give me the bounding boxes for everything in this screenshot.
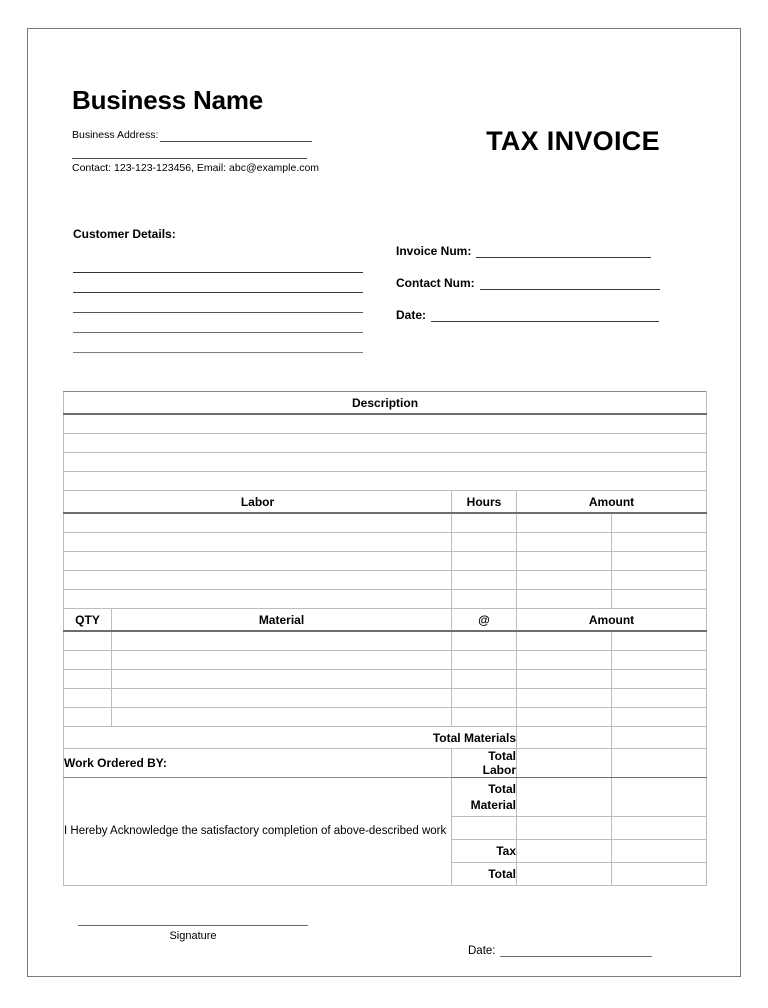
material-row[interactable] — [64, 631, 707, 651]
invoice-number-row — [396, 244, 716, 258]
total-material-label: Total Material — [452, 778, 517, 817]
total-material-value-cell-2[interactable] — [612, 778, 707, 817]
material-row[interactable] — [64, 670, 707, 689]
description-row[interactable] — [64, 453, 707, 472]
labor-header-row — [64, 491, 707, 514]
work-acknowledgement-text: I Hereby Acknowledge the satisfactory completion of above-described work — [64, 778, 452, 886]
total-materials-value-cell[interactable] — [517, 727, 612, 749]
total-label: Total — [452, 863, 517, 886]
material-name-cell[interactable] — [112, 689, 452, 708]
total-labor-value-cell[interactable] — [517, 749, 612, 778]
totals-blank-label — [452, 817, 517, 840]
business-address-input-line-2[interactable] — [72, 147, 307, 159]
invoice-date-label: Date: — [396, 308, 427, 322]
labor-hours-cell[interactable] — [452, 513, 517, 533]
work-ordered-header-row — [64, 749, 707, 778]
business-address-label: Business Address: — [72, 128, 159, 141]
customer-details-title: Customer Details: — [73, 227, 176, 241]
labor-amount-cell-2[interactable] — [612, 590, 707, 609]
signature-label: Signature — [169, 930, 217, 942]
labor-name-cell[interactable] — [64, 571, 452, 590]
total-labor-label: Total Labor — [452, 749, 517, 778]
page-title: TAX INVOICE — [486, 126, 660, 156]
material-amount-cell-2[interactable] — [612, 689, 707, 708]
total-value-cell-2[interactable] — [612, 863, 707, 886]
business-name: Business Name — [72, 85, 264, 115]
totals-blank-value-cell[interactable] — [517, 817, 612, 840]
labor-amount-cell-2[interactable] — [612, 552, 707, 571]
labor-amount-cell[interactable] — [517, 571, 612, 590]
labor-amount-header: Amount — [517, 491, 707, 514]
invoice-meta-block — [396, 244, 716, 340]
labor-hours-cell[interactable] — [452, 590, 517, 609]
labor-row[interactable] — [64, 552, 707, 571]
invoice-date-input-line[interactable] — [431, 308, 659, 322]
signature-block — [78, 924, 308, 942]
labor-header: Labor — [64, 491, 452, 514]
description-header: Description — [64, 392, 707, 415]
material-header: Material — [112, 609, 452, 632]
material-qty-cell[interactable] — [64, 670, 112, 689]
material-qty-cell[interactable] — [64, 631, 112, 651]
labor-hours-cell[interactable] — [452, 571, 517, 590]
material-rate-cell[interactable] — [452, 670, 517, 689]
material-rate-cell[interactable] — [452, 651, 517, 670]
customer-details-block — [73, 227, 363, 353]
labor-amount-cell[interactable] — [517, 590, 612, 609]
material-rate-cell[interactable] — [452, 708, 517, 727]
labor-name-cell[interactable] — [64, 590, 452, 609]
customer-detail-line-2[interactable] — [73, 273, 363, 293]
description-row[interactable] — [64, 434, 707, 453]
material-qty-cell[interactable] — [64, 708, 112, 727]
labor-name-cell[interactable] — [64, 513, 452, 533]
invoice-date-row — [396, 308, 716, 322]
labor-amount-cell-2[interactable] — [612, 571, 707, 590]
business-address-input-line-1[interactable] — [160, 130, 312, 142]
labor-hours-cell[interactable] — [452, 552, 517, 571]
totals-blank-value-cell-2[interactable] — [612, 817, 707, 840]
labor-amount-cell[interactable] — [517, 533, 612, 552]
total-material-value-cell[interactable] — [517, 778, 612, 817]
material-amount-cell-2[interactable] — [612, 670, 707, 689]
labor-hours-header: Hours — [452, 491, 517, 514]
invoice-page — [27, 28, 741, 977]
material-header-row — [64, 609, 707, 632]
total-materials-label: Total Materials — [64, 727, 517, 749]
material-qty-cell[interactable] — [64, 689, 112, 708]
document-header — [28, 29, 740, 214]
material-qty-header: QTY — [64, 609, 112, 632]
description-cell[interactable] — [64, 453, 707, 472]
contact-number-label: Contact Num: — [396, 276, 475, 290]
tax-value-cell[interactable] — [517, 840, 612, 863]
total-materials-value-cell-2[interactable] — [612, 727, 707, 749]
labor-row[interactable] — [64, 513, 707, 533]
contact-number-row — [396, 276, 716, 290]
business-contact-line: Contact: 123-123-123456, Email: abc@example.com — [72, 161, 320, 174]
material-amount-cell[interactable] — [517, 708, 612, 727]
material-amount-cell-2[interactable] — [612, 651, 707, 670]
material-row[interactable] — [64, 689, 707, 708]
material-amount-cell[interactable] — [517, 651, 612, 670]
material-amount-cell[interactable] — [517, 670, 612, 689]
footer-date-label: Date: — [468, 945, 496, 957]
business-address-row-2 — [72, 147, 372, 159]
material-amount-cell-2[interactable] — [612, 631, 707, 651]
document-footer — [28, 884, 740, 978]
invoice-number-label: Invoice Num: — [396, 244, 472, 258]
work-ordered-header: Work Ordered BY: — [64, 749, 452, 778]
invoice-line-items-table — [63, 391, 707, 886]
labor-row[interactable] — [64, 533, 707, 552]
material-rate-cell[interactable] — [452, 689, 517, 708]
material-row[interactable] — [64, 708, 707, 727]
footer-date-block — [468, 944, 652, 957]
contact-number-input-line[interactable] — [480, 276, 660, 290]
description-row[interactable] — [64, 414, 707, 434]
signature-input-line[interactable] — [78, 924, 308, 926]
description-cell[interactable] — [64, 472, 707, 491]
material-name-cell[interactable] — [112, 651, 452, 670]
material-amount-header: Amount — [517, 609, 707, 632]
material-amount-cell[interactable] — [517, 689, 612, 708]
labor-amount-cell-2[interactable] — [612, 513, 707, 533]
material-row[interactable] — [64, 651, 707, 670]
labor-amount-cell-2[interactable] — [612, 533, 707, 552]
tax-label: Tax — [452, 840, 517, 863]
customer-detail-line-1[interactable] — [73, 253, 363, 273]
labor-amount-cell[interactable] — [517, 552, 612, 571]
material-rate-header: @ — [452, 609, 517, 632]
material-amount-cell-2[interactable] — [612, 708, 707, 727]
total-value-cell[interactable] — [517, 863, 612, 886]
tax-value-cell-2[interactable] — [612, 840, 707, 863]
footer-date-input-line[interactable] — [500, 944, 652, 957]
material-name-cell[interactable] — [112, 670, 452, 689]
labor-name-cell[interactable] — [64, 533, 452, 552]
description-header-row — [64, 392, 707, 415]
labor-row[interactable] — [64, 571, 707, 590]
material-amount-cell[interactable] — [517, 631, 612, 651]
labor-hours-cell[interactable] — [452, 533, 517, 552]
description-cell[interactable] — [64, 434, 707, 453]
invoice-number-input-line[interactable] — [476, 244, 651, 258]
material-name-cell[interactable] — [112, 708, 452, 727]
business-address-row-1 — [72, 129, 372, 142]
material-qty-cell[interactable] — [64, 651, 112, 670]
labor-name-cell[interactable] — [64, 552, 452, 571]
labor-row[interactable] — [64, 590, 707, 609]
customer-detail-line-3[interactable] — [73, 293, 363, 313]
business-info-block — [72, 86, 372, 174]
description-row[interactable] — [64, 472, 707, 491]
material-name-cell[interactable] — [112, 631, 452, 651]
customer-detail-line-4[interactable] — [73, 313, 363, 333]
labor-amount-cell[interactable] — [517, 513, 612, 533]
description-cell[interactable] — [64, 414, 707, 434]
total-materials-row — [64, 727, 707, 749]
material-rate-cell[interactable] — [452, 631, 517, 651]
total-material-row — [64, 778, 707, 817]
total-labor-value-cell-2[interactable] — [612, 749, 707, 778]
customer-detail-line-5[interactable] — [73, 333, 363, 353]
